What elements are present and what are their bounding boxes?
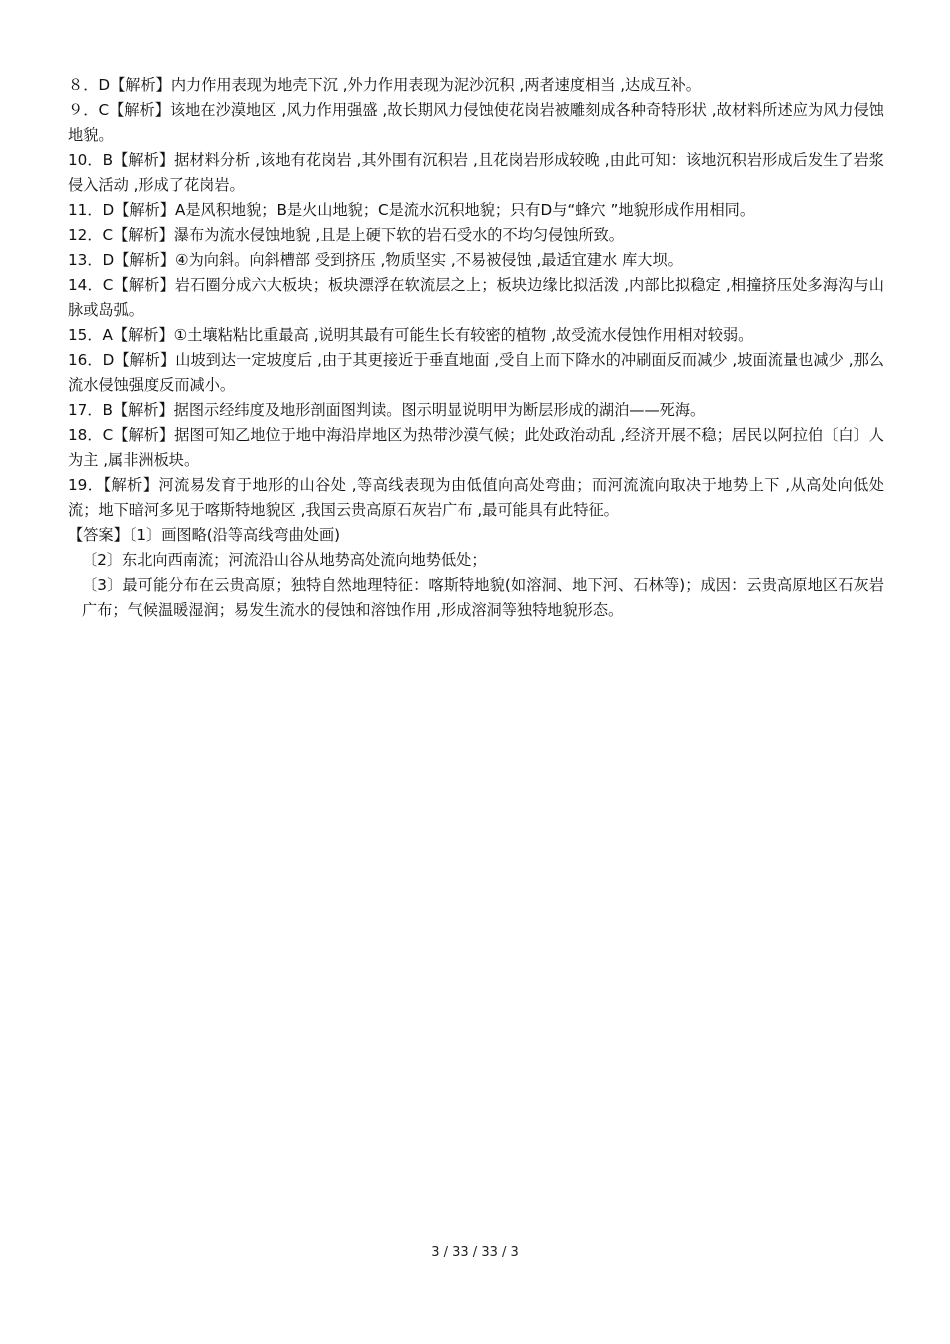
- answer-8: ８．D【解析】内力作用表现为地壳下沉 ,外力作用表现为泥沙沉积 ,两者速度相当 ,达成互补。: [68, 76, 701, 94]
- answer-19-part-3: 〔3〕最可能分布在云贵高原；独特自然地理特征：喀斯特地貌(如溶洞、地下河、石林等)；成因：云贵高原地区石灰岩广布；气候温暖湿润；易发生流水的侵蚀和溶蚀作用 ,形成溶洞等独特地貌形态。: [82, 576, 884, 619]
- answer-11: 11．D【解析】A是风积地貌；B是火山地貌；C是流水沉积地貌；只有D与“蜂穴 ”地貌形成作用相同。: [68, 201, 756, 219]
- answer-9: ９．C【解析】该地在沙漠地区 ,风力作用强盛 ,故长期风力侵蚀使花岗岩被雕刻成各种奇特形状 ,故材料所述应为风力侵蚀地貌。: [68, 101, 884, 144]
- answer-17: 17．B【解析】据图示经纬度及地形剖面图判读。图示明显说明甲为断层形成的湖泊——死海。: [68, 401, 706, 419]
- page-number: 3 / 33 / 33 / 3: [431, 1245, 519, 1260]
- answer-explanations: [68, 73, 884, 623]
- answer-19: 19．【解析】河流易发育于地形的山谷处 ,等高线表现为由低值向高处弯曲；而河流流向取决于地势上下 ,从高处向低处流；地下暗河多见于喀斯特地貌区 ,我国云贵高原石灰岩广布 ,最可能具有此特征。: [68, 476, 884, 519]
- answer-16: 16．D【解析】山坡到达一定坡度后 ,由于其更接近于垂直地面 ,受自上而下降水的冲刷面反而减少 ,坡面流量也减少 ,那么流水侵蚀强度反而减小。: [68, 351, 884, 394]
- answer-19-part-1: 【答案】〔1〕画图略(沿等高线弯曲处画): [68, 526, 341, 544]
- answer-15: 15．A【解析】①土壤粘粘比重最高 ,说明其最有可能生长有较密的植物 ,故受流水侵蚀作用相对较弱。: [68, 326, 754, 344]
- answer-12: 12．C【解析】瀑布为流水侵蚀地貌 ,且是上硬下软的岩石受水的不均匀侵蚀所致。: [68, 226, 624, 244]
- answer-14: 14．C【解析】岩石圈分成六大板块；板块漂浮在软流层之上；板块边缘比拟活泼 ,内部比拟稳定 ,相撞挤压处多海沟与山脉或岛弧。: [68, 276, 884, 319]
- answer-18: 18．C【解析】据图可知乙地位于地中海沿岸地区为热带沙漠气候；此处政治动乱 ,经济开展不稳；居民以阿拉伯〔白〕人为主 ,属非洲板块。: [68, 426, 884, 469]
- answer-19-part-2: 〔2〕东北向西南流；河流沿山谷从地势高处流向地势低处；: [82, 551, 487, 569]
- answer-10: 10．B【解析】据材料分析 ,该地有花岗岩 ,其外围有沉积岩 ,且花岗岩形成较晚 ,由此可知：该地沉积岩形成后发生了岩浆侵入活动 ,形成了花岗岩。: [68, 151, 884, 194]
- answer-13: 13．D【解析】④为向斜。向斜槽部 受到挤压 ,物质坚实 ,不易被侵蚀 ,最适宜建水 库大坝。: [68, 251, 683, 269]
